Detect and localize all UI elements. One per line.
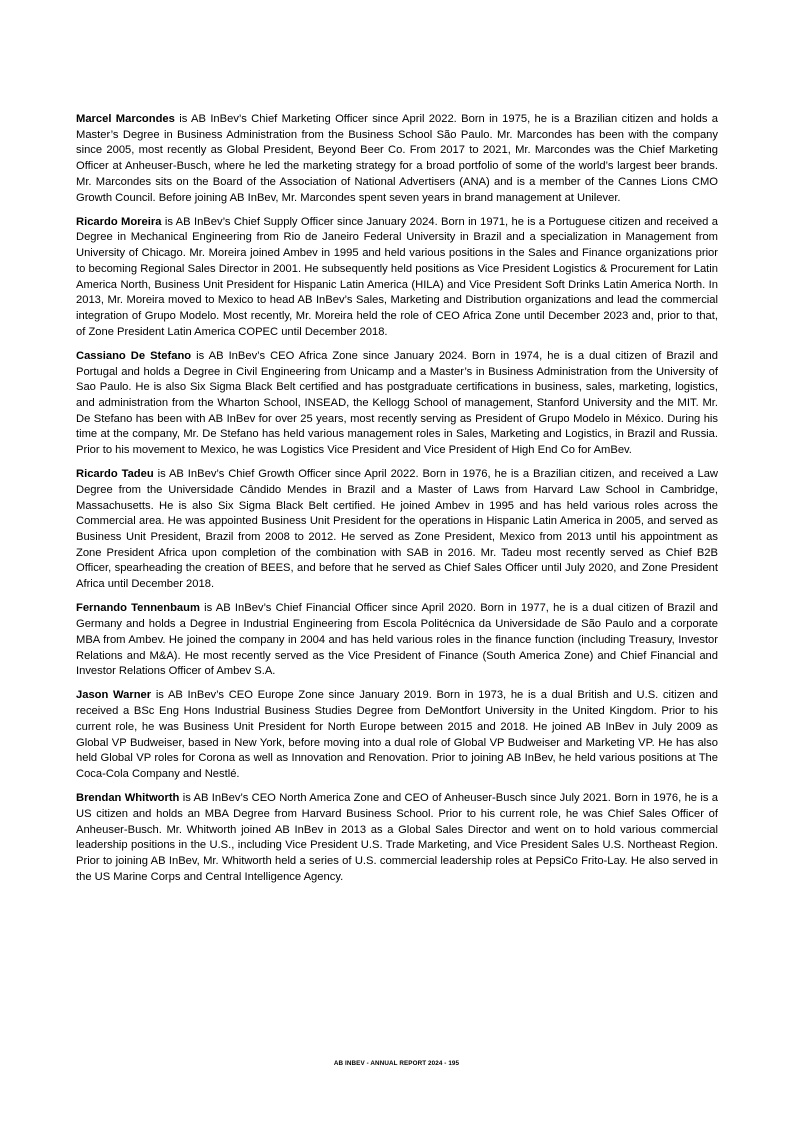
bio-paragraph — [76, 349, 718, 459]
bio-paragraph — [76, 215, 718, 341]
bio-paragraph — [76, 112, 718, 206]
bio-name: Jason Warner — [76, 689, 152, 702]
bio-name: Ricardo Moreira — [76, 215, 162, 228]
bio-paragraph — [76, 467, 718, 593]
bio-paragraph — [76, 791, 718, 885]
bio-text: is AB InBev’s Chief Supply Officer since January 2024. Born in 1971, he is a Portuguese citizen and received a Degree in Mechanical Engineering from Rio de Janeiro Federal University in Brazil and a specialization in Management from University of Chicago. Mr. Moreira joined Ambev in 1995 and held various positions in the Sales and Finance organizations prior to becoming Regional Sales Director in 2001. He subsequently held positions as Vice President Logistics & Procurement for Latin America North, Business Unit President for Hispanic Latin America (HILA) and Vice President Soft Drinks Latin America North. In 2013, Mr. Moreira moved to Mexico to head AB InBev’s Sales, Marketing and Distribution organizations and lead the commercial integration of Grupo Modelo. Most recently, Mr. Moreira held the role of CEO Africa Zone until December 2023 and, prior to that, of Zone President Latin America COPEC until December 2018. — [76, 215, 718, 338]
bio-paragraph — [76, 601, 718, 680]
bio-name: Cassiano De Stefano — [76, 349, 192, 362]
page-footer: AB INBEV - ANNUAL REPORT 2024 - 195 — [333, 1060, 460, 1067]
bio-name: Marcel Marcondes — [76, 113, 175, 125]
bio-name: Fernando Tennenbaum — [76, 602, 200, 615]
bio-text: is AB InBev’s CEO Africa Zone since January 2024. Born in 1974, he is a dual citizen of Brazil and Portugal and holds a Degree in Civil Engineering from Unicamp and a Master’s in Business Administration from the University of Sao Paulo. He is also Six Sigma Black Belt certified and has postgraduate certifications in business, sales, marketing, logistics, and administration from the Wharton School, INSEAD, the Kellogg School of management, Stanford University and the MIT. Mr. De Stefano has been with AB InBev for over 25 years, most recently serving as President of Grupo Modelo in México. During his time at the company, Mr. De Stefano has held various management roles in Sales, Marketing and Logistics, in Brazil and Russia. Prior to his movement to Mexico, he was Logistics Vice President and Vice President of High End Co for AmBev. — [76, 349, 718, 457]
bio-text: is AB InBev’s CEO Europe Zone since January 2019. Born in 1973, he is a dual British and U.S. citizen and received a BSc Eng Hons Industrial Business Studies Degree from DeMontfort University in the United Kingdom. Prior to his current role, he was Business Unit President for North Europe between 2015 and 2018. He joined AB InBev in July 2009 as Global VP Budweiser, based in New York, before moving into a dual role of Global VP Budweiser and Marketing VP. He has also held Global VP roles for Corona as well as Innovation and Renovation. Prior to joining AB InBev, he held various positions at The Coca-Cola Company and Nestlé. — [76, 689, 718, 780]
document-body — [76, 112, 718, 894]
bio-text: is AB InBev’s Chief Financial Officer since April 2020. Born in 1977, he is a dual citizen of Brazil and Germany and holds a Degree in Industrial Engineering from Escola Politécnica da Universidade de São Paulo and a corporate MBA from Ambev. He joined the company in 2004 and has held various roles in the finance function (including Treasury, Investor Relations and M&A). He most recently served as the Vice President of Finance (South America Zone) and Chief Financial and Investor Relations Officer of Ambev S.A. — [76, 602, 718, 678]
bio-name: Ricardo Tadeu — [76, 468, 154, 481]
bio-paragraph — [76, 688, 718, 782]
bio-text: is AB InBev’s Chief Growth Officer since April 2022. Born in 1976, he is a Brazilian citizen, and received a Law Degree from the Universidade Cândido Mendes in Brazil and a Master of Laws from Harvard Law School in Cambridge, Massachusetts. He is also Six Sigma Black Belt certified. He joined Ambev in 1995 and has held various roles across the Commercial area. He was appointed Business Unit President for the operations in Hispanic Latin America in 2005, and served as Business Unit President, Brazil from 2008 to 2012. He served as Zone President, Mexico from 2013 until his appointment as Zone President Africa upon completion of the combination with SAB in 2016. Mr. Tadeu most recently served as Chief B2B Officer, spearheading the creation of BEES, and before that he served as Chief Sales Officer until July 2020, and Zone President Africa until December 2018. — [76, 468, 719, 591]
bio-text: is AB InBev’s Chief Marketing Officer since April 2022. Born in 1975, he is a Brazilian citizen and holds a Master’s Degree in Business Administration from the Business School São Paulo. Mr. Marcondes has been with the company since 2005, most recently as Global President, Beyond Beer Co. From 2017 to 2021, Mr. Marcondes was the Chief Marketing Officer at Anheuser-Busch, where he led the marketing strategy for a broad portfolio of some of the world’s largest beer brands. Mr. Marcondes sits on the Board of the Association of National Advertisers (ANA) and is a member of the Cannes Lions CMO Growth Council. Before joining AB InBev, Mr. Marcondes spent seven years in brand management at Unilever. — [76, 113, 719, 204]
bio-name: Brendan Whitworth — [76, 792, 180, 805]
bio-text: is AB InBev’s CEO North America Zone and CEO of Anheuser-Busch since July 2021. Born in 1976, he is a US citizen and holds an MBA Degree from Harvard Business School. Prior to his current role, he was Chief Sales Officer of Anheuser-Busch. Mr. Whitworth joined AB InBev in 2013 as a Global Sales Director and went on to hold various commercial leadership positions in the U.S., including Vice President U.S. Trade Marketing, and Vice President Sales U.S. Northeast Region. Prior to joining AB InBev, Mr. Whitworth held a series of U.S. commercial leadership roles at PepsiCo Frito-Lay. He also served in the US Marine Corps and Central Intelligence Agency. — [76, 792, 719, 883]
